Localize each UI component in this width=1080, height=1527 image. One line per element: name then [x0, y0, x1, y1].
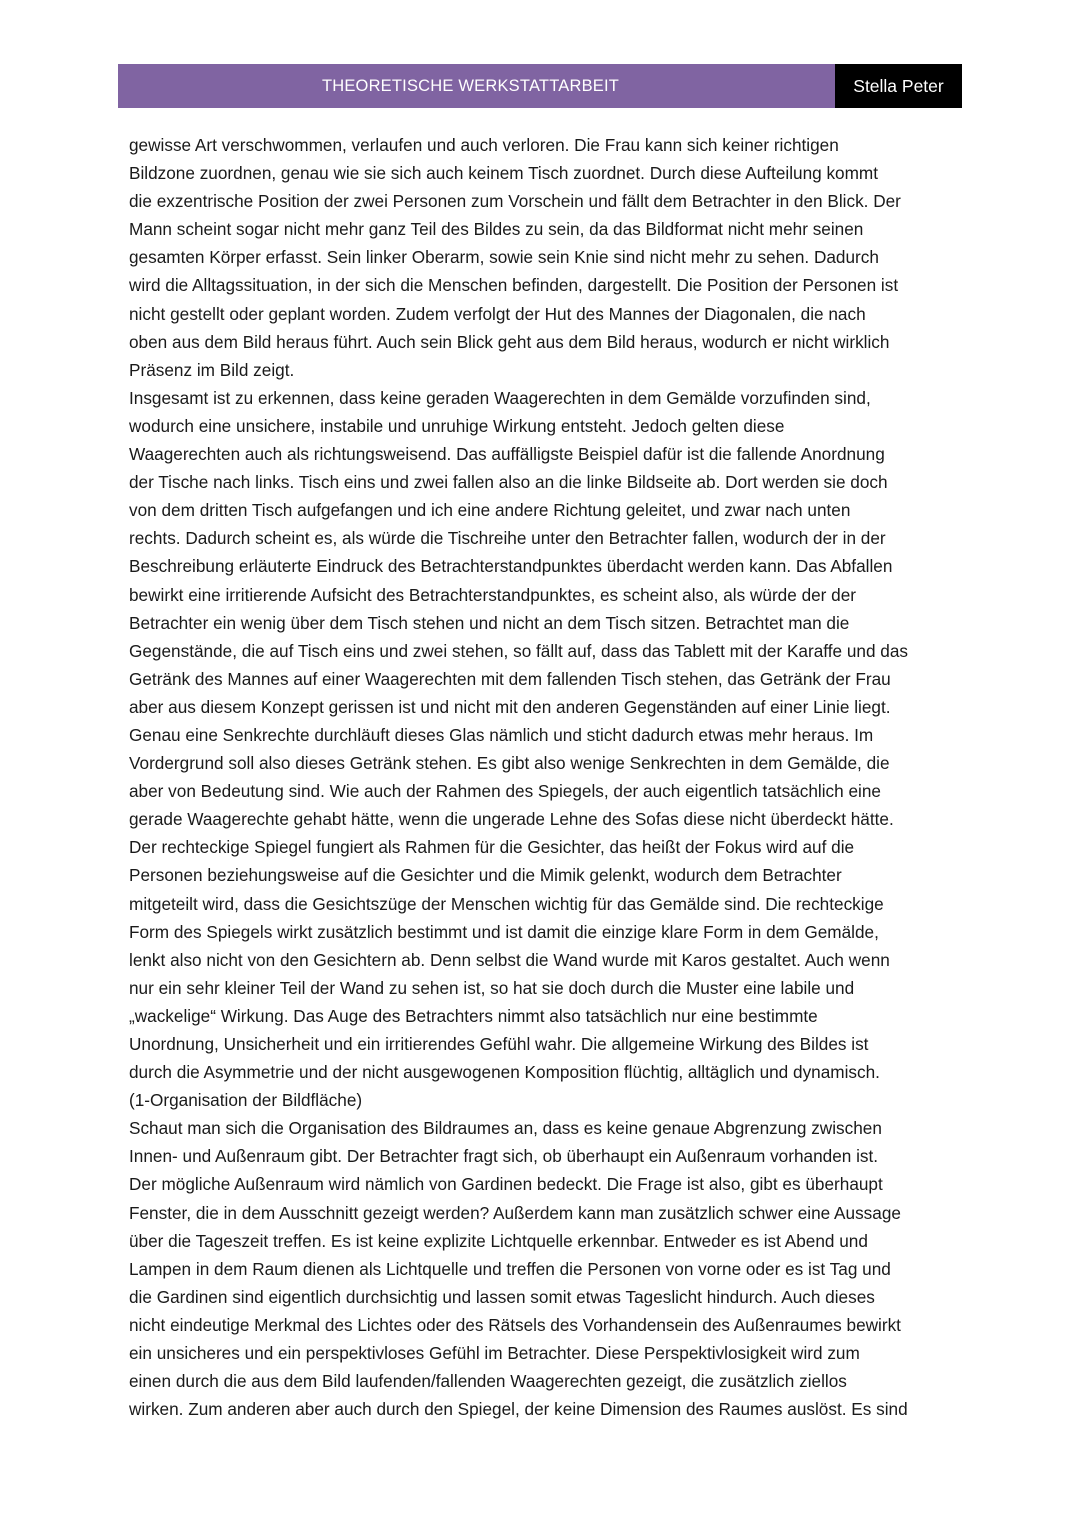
- text-line: Insgesamt ist zu erkennen, dass keine geraden Waagerechten in dem Gemälde vorzufinden sind,: [129, 387, 871, 408]
- text-line: wirken. Zum anderen aber auch durch den Spiegel, der keine Dimension des Raumes auslöst. Es sind: [129, 1399, 908, 1420]
- text-line: bewirkt eine irritierende Aufsicht des Betrachterstandpunktes, es scheint also, als würde der der: [129, 584, 857, 605]
- text-line: wird die Alltagssituation, in der sich die Menschen befinden, dargestellt. Die Position der Personen ist: [129, 275, 899, 296]
- text-line: aber von Bedeutung sind. Wie auch der Rahmen des Spiegels, der auch eigentlich tatsächlich eine: [129, 781, 881, 802]
- text-line: (1-Organisation der Bildfläche): [129, 1090, 363, 1111]
- text-line: wodurch eine unsichere, instabile und unruhige Wirkung entsteht. Jedoch gelten diese: [129, 415, 785, 436]
- text-line: Waagerechten auch als richtungsweisend. Das auffälligste Beispiel dafür ist die fallende Anordnung: [129, 444, 885, 465]
- text-line: Beschreibung erläuterte Eindruck des Betrachterstandpunktes überdacht werden kann. Das Abfallen: [129, 556, 893, 577]
- text-line: die exzentrische Position der zwei Personen zum Vorschein und fällt dem Betrachter in den Blick. Der: [129, 191, 901, 212]
- text-line: Getränk des Mannes auf einer Waagerechten mit dem fallenden Tisch stehen, das Getränk der Frau: [129, 668, 891, 689]
- text-line: Präsenz im Bild zeigt.: [129, 359, 295, 380]
- text-line: Gegenstände, die auf Tisch eins und zwei stehen, so fällt auf, dass das Tablett mit der Karaffe und das: [129, 640, 909, 661]
- text-line: Genau eine Senkrechte durchläuft dieses Glas nämlich und sticht dadurch etwas mehr heraus. Im: [129, 724, 874, 745]
- text-line: oben aus dem Bild heraus führt. Auch sein Blick geht aus dem Bild heraus, wodurch er nicht wirklich: [129, 331, 890, 352]
- author-name: Stella Peter: [835, 64, 962, 108]
- text-line: Lampen in dem Raum dienen als Lichtquelle und treffen die Personen von vorne oder es ist Tag und: [129, 1258, 891, 1279]
- text-line: gerade Waagerechte gehabt hätte, wenn die ungerade Lehne des Sofas diese nicht überdeckt hätte.: [129, 809, 894, 830]
- text-line: der Tische nach links. Tisch eins und zwei fallen also an die linke Bildseite ab. Dort werden sie doch: [129, 472, 888, 493]
- text-line: lenkt also nicht von den Gesichtern ab. Denn selbst die Wand wurde mit Karos gestaltet. Auch wenn: [129, 949, 890, 970]
- text-line: Fenster, die in dem Ausschnitt gezeigt werden? Außerdem kann man zusätzlich schwer eine Aussage: [129, 1202, 901, 1223]
- text-line: Vordergrund soll also dieses Getränk stehen. Es gibt also wenige Senkrechten in dem Gemälde, die: [129, 753, 890, 774]
- text-line: rechts. Dadurch scheint es, als würde die Tischreihe unter den Betrachter fallen, wodurch der in der: [129, 528, 886, 549]
- text-line: Form des Spiegels wirkt zusätzlich bestimmt und ist damit die einzige klare Form in dem Gemälde,: [129, 921, 879, 942]
- text-line: gesamten Körper erfasst. Sein linker Oberarm, sowie sein Knie sind nicht mehr zu sehen. Dadurch: [129, 247, 879, 268]
- text-line: Der rechteckige Spiegel fungiert als Rahmen für die Gesichter, das heißt der Fokus wird auf die: [129, 837, 855, 858]
- body-text: [129, 131, 959, 1423]
- text-line: durch die Asymmetrie und der nicht ausgewogenen Komposition flüchtig, alltäglich und dynamisch.: [129, 1062, 880, 1083]
- text-line: Betrachter ein wenig über dem Tisch stehen und nicht an dem Tisch sitzen. Betrachtet man die: [129, 612, 850, 633]
- text-line: Bildzone zuordnen, genau wie sie sich auch keinem Tisch zuordnet. Durch diese Aufteilung kommt: [129, 163, 879, 184]
- text-line: Unordnung, Unsicherheit und ein irritierendes Gefühl wahr. Die allgemeine Wirkung des Bildes ist: [129, 1034, 869, 1054]
- text-line: Der mögliche Außenraum wird nämlich von Gardinen bedeckt. Die Frage ist also, gibt es überhaupt: [129, 1174, 883, 1195]
- text-line: aber aus diesem Konzept gerissen ist und nicht mit den anderen Gegenständen auf einer Linie liegt.: [129, 696, 891, 717]
- text-line: nicht eindeutige Merkmal des Lichtes oder des Rätsels des Vorhandensein des Außenraumes bewirkt: [129, 1314, 901, 1335]
- text-line: gewisse Art verschwommen, verlaufen und auch verloren. Die Frau kann sich keiner richtigen: [129, 135, 839, 155]
- text-line: über die Tageszeit treffen. Es ist keine explizite Lichtquelle erkennbar. Entweder es ist Abend und: [129, 1230, 868, 1251]
- text-line: die Gardinen sind eigentlich durchsichtig und lassen somit etwas Tageslicht hindurch. Auch dieses: [129, 1286, 875, 1307]
- text-line: ein unsicheres und ein perspektivloses Gefühl im Betrachter. Diese Perspektivlosigkeit wird zum: [129, 1343, 860, 1364]
- page-header: [118, 64, 962, 108]
- text-line: Schaut man sich die Organisation des Bildraumes an, dass es keine genaue Abgrenzung zwischen: [129, 1118, 882, 1139]
- text-line: einen durch die aus dem Bild laufenden/fallenden Waagerechten gezeigt, die zusätzlich ziellos: [129, 1371, 847, 1392]
- text-line: Mann scheint sogar nicht mehr ganz Teil des Bildes zu sein, da das Bildformat nicht mehr seinen: [129, 219, 864, 240]
- text-line: mitgeteilt wird, dass die Gesichtszüge der Menschen wichtig für das Gemälde sind. Die rechteckige: [129, 893, 884, 914]
- text-line: nicht gestellt oder geplant worden. Zudem verfolgt der Hut des Mannes der Diagonalen, die nach: [129, 303, 866, 324]
- text-line: Personen beziehungsweise auf die Gesichter und die Mimik gelenkt, wodurch dem Betrachter: [129, 865, 842, 886]
- text-line: „wackelige“ Wirkung. Das Auge des Betrachters nimmt also tatsächlich nur eine bestimmte: [129, 1005, 818, 1026]
- document-title: THEORETISCHE WERKSTATTARBEIT: [118, 64, 835, 108]
- text-line: Innen- und Außenraum gibt. Der Betrachter fragt sich, ob überhaupt ein Außenraum vorhanden ist.: [129, 1146, 879, 1167]
- text-line: von dem dritten Tisch aufgefangen und ich eine andere Richtung geleitet, und zwar nach unten: [129, 500, 851, 521]
- text-line: nur ein sehr kleiner Teil der Wand zu sehen ist, so hat sie doch durch die Muster eine labile und: [129, 977, 855, 998]
